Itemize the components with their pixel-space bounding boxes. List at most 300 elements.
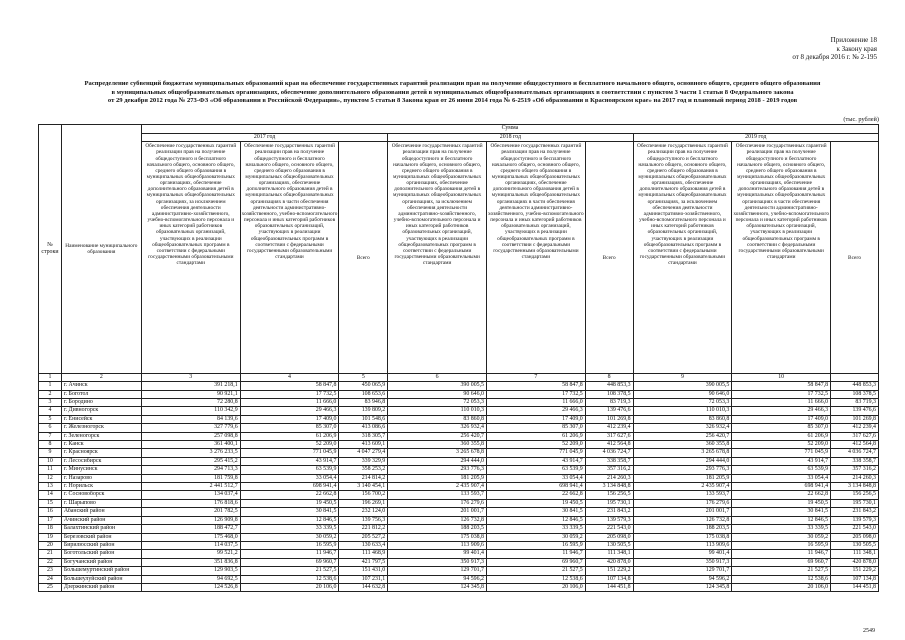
amount-cell: 327 779,6 <box>141 424 240 432</box>
municipality-name: г. Лесосибирск <box>61 457 141 465</box>
amount-cell: 232 124,0 <box>339 508 388 516</box>
amount-cell: 350 917,3 <box>633 558 732 566</box>
amount-cell: 256 420,7 <box>633 432 732 440</box>
column-number: 9 <box>633 374 732 382</box>
row-number: 21 <box>39 550 62 558</box>
amount-cell: 151 431,0 <box>339 567 388 575</box>
amount-cell: 17 732,5 <box>487 390 586 398</box>
amount-cell: 771 045,9 <box>240 449 339 457</box>
amount-cell: 176 279,6 <box>388 499 487 507</box>
amount-cell: 175 038,8 <box>633 533 732 541</box>
row-number: 14 <box>39 491 62 499</box>
amount-cell: 85 307,0 <box>487 424 586 432</box>
amount-cell: 21 527,5 <box>487 567 586 575</box>
amount-cell: 338 358,7 <box>831 457 879 465</box>
amount-cell: 63 539,9 <box>487 466 586 474</box>
amount-cell: 413 609,1 <box>339 441 388 449</box>
amount-cell: 360 355,8 <box>633 441 732 449</box>
amount-cell: 33 339,5 <box>732 525 831 533</box>
header-municipality-name: Наименование муниципального образования <box>61 125 141 374</box>
table-row <box>39 583 879 591</box>
amount-cell: 11 946,7 <box>487 550 586 558</box>
municipality-name: Бирилюсский район <box>61 541 141 549</box>
amount-cell: 84 139,6 <box>141 415 240 423</box>
table-row <box>39 382 879 390</box>
amount-cell: 114 037,5 <box>141 541 240 549</box>
amount-cell: 391 218,1 <box>141 382 240 390</box>
amount-cell: 108 653,6 <box>339 390 388 398</box>
amount-cell: 16 595,9 <box>487 541 586 549</box>
amount-cell: 134 037,4 <box>141 491 240 499</box>
header-2018-main: Обеспечение государственных гарантий реализации прав на получение общедоступного и бесплатного начального общего, основного общего, среднего общего образования в муниципальных общеобразовательных организациях, обеспечение дополнительного образования детей в муниципальных общеобразовательных организациях, за исключением обеспечения деятельности административно-хозяйственного, учебно-вспомогательного персонала и иных категорий работников образовательных организаций, участвующих в реализации общеобразовательных программ в соответствии с федеральными государственными образовательными стандартами <box>388 142 487 374</box>
amount-cell: 63 539,9 <box>732 466 831 474</box>
row-number: 5 <box>39 415 62 423</box>
table-row <box>39 432 879 440</box>
appendix-law-ref: к Закону края <box>836 44 877 53</box>
amount-cell: 21 527,5 <box>240 567 339 575</box>
amount-cell: 350 917,3 <box>388 558 487 566</box>
amount-cell: 181 759,8 <box>141 474 240 482</box>
table-row <box>39 533 879 541</box>
amount-cell: 421 797,5 <box>339 558 388 566</box>
header-sum: Сумма <box>141 125 878 134</box>
amount-cell: 156 700,2 <box>339 491 388 499</box>
amount-cell: 11 666,0 <box>240 399 339 407</box>
header-2017-support: Обеспечение государственных гарантий реализации прав на получение общедоступного и бесплатного начального общего, основного общего, среднего общего образования в муниципальных общеобразовательных организациях, обеспечение дополнительного образования детей в муниципальных общеобразовательных организациях в части обеспечения деятельности административно-хозяйственного, учебно-вспомогательного персонала и иных категорий работников образовательных организаций, участвующих в реализации общеобразовательных программ в соответствии с федеральными государственными образовательными стандартами <box>240 142 339 374</box>
table-row <box>39 457 879 465</box>
amount-cell: 3 140 454,1 <box>339 483 388 491</box>
amount-cell: 361 400,1 <box>141 441 240 449</box>
amount-cell: 101 269,8 <box>831 415 879 423</box>
amount-cell: 698 941,4 <box>487 483 586 491</box>
amount-cell: 175 038,8 <box>388 533 487 541</box>
header-2019-total: Всего <box>831 142 879 374</box>
amount-cell: 90 921,1 <box>141 390 240 398</box>
row-number: 12 <box>39 474 62 482</box>
amount-cell: 188 203,5 <box>388 525 487 533</box>
municipality-name: Большемуртинский район <box>61 567 141 575</box>
amount-cell: 357 316,2 <box>831 466 879 474</box>
row-number: 1 <box>39 382 62 390</box>
amount-cell: 139 476,6 <box>585 407 633 415</box>
row-number: 9 <box>39 449 62 457</box>
table-row <box>39 491 879 499</box>
column-number: 5 <box>339 374 388 382</box>
amount-cell: 12 846,5 <box>487 516 586 524</box>
amount-cell: 30 841,5 <box>487 508 586 516</box>
row-number: 7 <box>39 432 62 440</box>
amount-cell: 139 809,2 <box>339 407 388 415</box>
amount-cell: 30 059,2 <box>732 533 831 541</box>
header-year-2019: 2019 год <box>633 133 878 142</box>
amount-cell: 156 256,5 <box>585 491 633 499</box>
amount-cell: 2 435 907,4 <box>388 483 487 491</box>
table-row <box>39 575 879 583</box>
column-number: 10 <box>732 374 831 382</box>
amount-cell: 58 847,8 <box>240 382 339 390</box>
amount-cell: 29 466,3 <box>240 407 339 415</box>
amount-cell: 448 853,3 <box>831 382 879 390</box>
amount-cell: 108 378,5 <box>585 390 633 398</box>
amount-cell: 317 627,6 <box>585 432 633 440</box>
row-number: 16 <box>39 508 62 516</box>
amount-cell: 83 860,8 <box>633 415 732 423</box>
amount-cell: 110 010,3 <box>633 407 732 415</box>
amount-cell: 19 450,5 <box>240 499 339 507</box>
amount-cell: 52 209,0 <box>487 441 586 449</box>
amount-cell: 156 256,5 <box>831 491 879 499</box>
amount-cell: 129 903,5 <box>141 567 240 575</box>
amount-cell: 412 564,8 <box>831 441 879 449</box>
table-row <box>39 499 879 507</box>
amount-cell: 107 134,8 <box>585 575 633 583</box>
amount-cell: 181 205,9 <box>633 474 732 482</box>
row-number: 24 <box>39 575 62 583</box>
amount-cell: 101 548,6 <box>339 415 388 423</box>
amount-cell: 61 206,9 <box>732 432 831 440</box>
amount-cell: 196 269,1 <box>339 499 388 507</box>
header-2017-total: Всего <box>339 142 388 374</box>
row-number: 15 <box>39 499 62 507</box>
row-number: 11 <box>39 466 62 474</box>
amount-cell: 30 841,5 <box>732 508 831 516</box>
amount-cell: 133 593,7 <box>388 491 487 499</box>
amount-cell: 11 666,0 <box>732 399 831 407</box>
amount-cell: 12 538,6 <box>240 575 339 583</box>
amount-cell: 175 468,0 <box>141 533 240 541</box>
table-body <box>39 382 879 592</box>
municipality-name: Березовский район <box>61 533 141 541</box>
municipality-name: г. Бородино <box>61 399 141 407</box>
document-title <box>40 80 865 106</box>
amount-cell: 99 401,4 <box>388 550 487 558</box>
amount-cell: 201 001,7 <box>388 508 487 516</box>
amount-cell: 357 316,2 <box>585 466 633 474</box>
amount-cell: 294 713,3 <box>141 466 240 474</box>
amount-cell: 52 209,0 <box>240 441 339 449</box>
amount-cell: 113 909,6 <box>633 541 732 549</box>
amount-cell: 126 732,8 <box>388 516 487 524</box>
amount-cell: 29 466,3 <box>732 407 831 415</box>
amount-cell: 698 941,4 <box>732 483 831 491</box>
municipality-name: Дзержинский район <box>61 583 141 591</box>
column-number: 7 <box>487 374 586 382</box>
amount-cell: 19 450,5 <box>732 499 831 507</box>
municipality-name: Ачинский район <box>61 516 141 524</box>
column-number: 3 <box>141 374 240 382</box>
amount-cell: 339 329,9 <box>339 457 388 465</box>
amount-cell: 94 596,2 <box>633 575 732 583</box>
amount-cell: 30 059,2 <box>487 533 586 541</box>
amount-cell: 63 539,9 <box>240 466 339 474</box>
row-number: 18 <box>39 525 62 533</box>
table-row <box>39 407 879 415</box>
amount-cell: 17 409,0 <box>732 415 831 423</box>
amount-cell: 195 730,1 <box>585 499 633 507</box>
amount-cell: 293 776,3 <box>388 466 487 474</box>
header-2019-main: Обеспечение государственных гарантий реализации прав на получение общедоступного и бесплатного начального общего, основного общего, среднего общего образования в муниципальных общеобразовательных организациях, обеспечение дополнительного образования детей в муниципальных общеобразовательных организациях, за исключением обеспечения деятельности административно-хозяйственного, учебно-вспомогательного персонала и иных категорий работников образовательных организаций, участвующих в реализации общеобразовательных программ в соответствии с федеральными государственными образовательными стандартами <box>633 142 732 374</box>
amount-cell: 3 134 848,8 <box>831 483 879 491</box>
amount-cell: 69 960,7 <box>732 558 831 566</box>
municipality-name: г. Зеленогорск <box>61 432 141 440</box>
amount-cell: 12 538,6 <box>732 575 831 583</box>
amount-cell: 771 045,9 <box>487 449 586 457</box>
municipality-name: Большеулуйский район <box>61 575 141 583</box>
municipality-name: г. Енисейск <box>61 415 141 423</box>
row-number: 2 <box>39 390 62 398</box>
amount-cell: 188 203,5 <box>633 525 732 533</box>
amount-cell: 326 932,4 <box>633 424 732 432</box>
municipality-name: г. Назарово <box>61 474 141 482</box>
amount-cell: 22 662,8 <box>732 491 831 499</box>
amount-cell: 33 054,4 <box>732 474 831 482</box>
appendix-number: Приложение 18 <box>830 36 877 44</box>
row-number: 17 <box>39 516 62 524</box>
municipality-name: Боготольский район <box>61 550 141 558</box>
municipality-name: г. Красноярск <box>61 449 141 457</box>
amount-cell: 20 106,0 <box>487 583 586 591</box>
column-number: 1 <box>39 374 62 382</box>
amount-cell: 181 205,9 <box>388 474 487 482</box>
amount-cell: 201 001,7 <box>633 508 732 516</box>
amount-cell: 16 595,9 <box>732 541 831 549</box>
amount-cell: 126 732,8 <box>633 516 732 524</box>
amount-cell: 4 047 279,4 <box>339 449 388 457</box>
row-number: 22 <box>39 558 62 566</box>
amount-cell: 58 847,8 <box>487 382 586 390</box>
amount-cell: 90 646,0 <box>633 390 732 398</box>
amount-cell: 412 564,8 <box>585 441 633 449</box>
amount-cell: 61 206,9 <box>487 432 586 440</box>
table-row <box>39 516 879 524</box>
amount-cell: 771 045,9 <box>732 449 831 457</box>
amount-cell: 351 836,8 <box>141 558 240 566</box>
amount-cell: 94 596,2 <box>388 575 487 583</box>
amount-cell: 151 229,2 <box>585 567 633 575</box>
amount-cell: 294 444,0 <box>633 457 732 465</box>
page-number: 2549 <box>863 628 875 634</box>
amount-cell: 19 450,5 <box>487 499 586 507</box>
amount-cell: 2 435 907,4 <box>633 483 732 491</box>
table-row <box>39 567 879 575</box>
amount-cell: 83 946,8 <box>339 399 388 407</box>
municipality-name: г. Шарыпово <box>61 499 141 507</box>
amount-cell: 221 543,0 <box>585 525 633 533</box>
amount-cell: 22 662,8 <box>240 491 339 499</box>
table-row <box>39 466 879 474</box>
subsidy-table <box>38 124 879 592</box>
amount-cell: 3 265 678,8 <box>388 449 487 457</box>
municipality-name: г. Сосновоборск <box>61 491 141 499</box>
amount-cell: 293 776,3 <box>633 466 732 474</box>
table-row <box>39 508 879 516</box>
amount-cell: 130 505,5 <box>831 541 879 549</box>
row-number: 3 <box>39 399 62 407</box>
header-row-number: № строки <box>39 125 62 374</box>
amount-cell: 129 701,7 <box>388 567 487 575</box>
amount-cell: 94 692,5 <box>141 575 240 583</box>
amount-cell: 33 339,5 <box>487 525 586 533</box>
header-year-2017: 2017 год <box>141 133 387 142</box>
amount-cell: 108 378,5 <box>831 390 879 398</box>
municipality-name: г. Норильск <box>61 483 141 491</box>
amount-cell: 72 053,3 <box>388 399 487 407</box>
amount-cell: 231 843,2 <box>585 508 633 516</box>
amount-cell: 201 782,5 <box>141 508 240 516</box>
amount-cell: 126 909,8 <box>141 516 240 524</box>
header-2018-support: Обеспечение государственных гарантий реализации прав на получение общедоступного и бесплатного начального общего, основного общего, среднего общего образования в муниципальных общеобразовательных организациях, обеспечение дополнительного образования детей в муниципальных общеобразовательных организациях в части обеспечения деятельности административно-хозяйственного, учебно-вспомогательного персонала и иных категорий работников образовательных организаций, участвующих в реализации общеобразовательных программ в соответствии с федеральными государственными образовательными стандартами <box>487 142 586 374</box>
table-row <box>39 550 879 558</box>
table-row <box>39 424 879 432</box>
amount-cell: 11 946,7 <box>732 550 831 558</box>
amount-cell: 698 941,4 <box>240 483 339 491</box>
amount-cell: 144 632,8 <box>339 583 388 591</box>
municipality-name: Богучанский район <box>61 558 141 566</box>
amount-cell: 11 946,7 <box>240 550 339 558</box>
amount-cell: 151 229,2 <box>831 567 879 575</box>
amount-cell: 21 527,5 <box>732 567 831 575</box>
amount-cell: 17 409,0 <box>487 415 586 423</box>
amount-cell: 12 846,5 <box>240 516 339 524</box>
amount-cell: 139 579,3 <box>831 516 879 524</box>
municipality-name: Абанский район <box>61 508 141 516</box>
amount-cell: 214 260,3 <box>831 474 879 482</box>
amount-cell: 144 451,8 <box>831 583 879 591</box>
amount-cell: 72 280,8 <box>141 399 240 407</box>
row-number: 13 <box>39 483 62 491</box>
amount-cell: 221 812,2 <box>339 525 388 533</box>
amount-cell: 107 134,8 <box>831 575 879 583</box>
amount-cell: 4 036 724,7 <box>831 449 879 457</box>
column-number: 8 <box>585 374 633 382</box>
table-row <box>39 525 879 533</box>
amount-cell: 83 719,3 <box>585 399 633 407</box>
amount-cell: 448 853,3 <box>585 382 633 390</box>
header-2017-main: Обеспечение государственных гарантий реализации прав на получение общедоступного и бесплатного начального общего, основного общего, среднего общего образования в муниципальных общеобразовательных организациях, обеспечение дополнительного образования детей в муниципальных общеобразовательных организациях, за исключением обеспечения деятельности административно-хозяйственного, учебно-вспомогательного персонала и иных категорий работников образовательных организаций, участвующих в реализации общеобразовательных программ в соответствии с федеральными государственными образовательными стандартами <box>141 142 240 374</box>
amount-cell: 111 468,9 <box>339 550 388 558</box>
table-row <box>39 441 879 449</box>
row-number: 10 <box>39 457 62 465</box>
amount-cell: 412 239,4 <box>585 424 633 432</box>
amount-cell: 205 098,0 <box>585 533 633 541</box>
amount-cell: 124 345,8 <box>388 583 487 591</box>
municipality-name: г. Железногорск <box>61 424 141 432</box>
amount-cell: 83 860,8 <box>388 415 487 423</box>
municipality-name: Балахтинский район <box>61 525 141 533</box>
amount-cell: 420 878,0 <box>831 558 879 566</box>
column-number: 2 <box>61 374 141 382</box>
amount-cell: 390 005,5 <box>633 382 732 390</box>
amount-cell: 176 818,6 <box>141 499 240 507</box>
amount-cell: 256 420,7 <box>388 432 487 440</box>
amount-cell: 99 521,2 <box>141 550 240 558</box>
amount-cell: 107 231,1 <box>339 575 388 583</box>
amount-cell: 214 814,2 <box>339 474 388 482</box>
amount-cell: 294 444,0 <box>388 457 487 465</box>
table-row <box>39 449 879 457</box>
amount-cell: 318 305,7 <box>339 432 388 440</box>
column-numbers-row <box>39 374 879 382</box>
table-row <box>39 390 879 398</box>
amount-cell: 195 730,1 <box>831 499 879 507</box>
amount-cell: 43 914,7 <box>240 457 339 465</box>
amount-cell: 139 756,3 <box>339 516 388 524</box>
amount-cell: 30 059,2 <box>240 533 339 541</box>
amount-cell: 295 415,2 <box>141 457 240 465</box>
amount-cell: 133 593,7 <box>633 491 732 499</box>
amount-cell: 110 010,3 <box>388 407 487 415</box>
amount-cell: 205 527,2 <box>339 533 388 541</box>
row-number: 25 <box>39 583 62 591</box>
title-line-1: Распределение субвенций бюджетам муниципальных образований края на обеспечение государственных гарантий реализации прав на получение общедоступного и бесплатного начального общего, основного общего, среднего общего образования <box>84 80 821 87</box>
appendix-date: от 8 декабря 2016 г. № 2-195 <box>792 53 877 61</box>
column-number: 4 <box>240 374 339 382</box>
amount-cell: 358 253,2 <box>339 466 388 474</box>
amount-cell: 317 627,6 <box>831 432 879 440</box>
amount-cell: 11 666,0 <box>487 399 586 407</box>
column-number: 6 <box>388 374 487 382</box>
amount-cell: 99 401,4 <box>633 550 732 558</box>
amount-cell: 33 054,4 <box>240 474 339 482</box>
amount-cell: 43 914,7 <box>487 457 586 465</box>
amount-cell: 22 662,8 <box>487 491 586 499</box>
amount-cell: 144 451,8 <box>585 583 633 591</box>
amount-cell: 188 472,7 <box>141 525 240 533</box>
amount-cell: 33 339,5 <box>240 525 339 533</box>
municipality-name: г. Минусинск <box>61 466 141 474</box>
amount-cell: 61 206,9 <box>240 432 339 440</box>
row-number: 6 <box>39 424 62 432</box>
amount-cell: 101 269,8 <box>585 415 633 423</box>
row-number: 8 <box>39 441 62 449</box>
amount-cell: 205 098,0 <box>831 533 879 541</box>
amount-cell: 360 355,8 <box>388 441 487 449</box>
amount-cell: 43 914,7 <box>732 457 831 465</box>
amount-cell: 3 276 233,5 <box>141 449 240 457</box>
units-label: (тыс. рублей) <box>843 116 879 123</box>
table-row <box>39 415 879 423</box>
amount-cell: 20 106,0 <box>732 583 831 591</box>
municipality-name: г. Канск <box>61 441 141 449</box>
title-line-2: в муниципальных общеобразовательных организациях, обеспечение дополнительного образования детей в муниципальных общеобразовательных организациях в соответствии с пунктом 3 части 1 статьи 8 Федерального закона <box>111 88 794 96</box>
amount-cell: 390 005,5 <box>388 382 487 390</box>
amount-cell: 130 633,4 <box>339 541 388 549</box>
amount-cell: 450 065,9 <box>339 382 388 390</box>
amount-cell: 83 719,3 <box>831 399 879 407</box>
amount-cell: 20 106,0 <box>240 583 339 591</box>
amount-cell: 16 595,9 <box>240 541 339 549</box>
amount-cell: 124 345,8 <box>633 583 732 591</box>
amount-cell: 214 260,3 <box>585 474 633 482</box>
amount-cell: 69 960,7 <box>240 558 339 566</box>
row-number: 23 <box>39 567 62 575</box>
municipality-name: г. Ачинск <box>61 382 141 390</box>
column-number <box>831 374 879 382</box>
amount-cell: 139 579,3 <box>585 516 633 524</box>
appendix-header <box>792 36 877 62</box>
row-number: 20 <box>39 541 62 549</box>
municipality-name: г. Боготол <box>61 390 141 398</box>
amount-cell: 338 358,7 <box>585 457 633 465</box>
title-line-3: от 29 декабря 2012 года № 273-ФЗ «Об образовании в Российской Федерации», пунктом 5 статьи 8 Закона края от 26 июня 2014 года № 6-2519 «Об образовании в Красноярском крае» на 2017 год и плановый период 2018 - 2019 годов <box>107 97 798 105</box>
amount-cell: 111 348,1 <box>585 550 633 558</box>
amount-cell: 111 348,1 <box>831 550 879 558</box>
amount-cell: 17 409,0 <box>240 415 339 423</box>
amount-cell: 12 846,5 <box>732 516 831 524</box>
amount-cell: 129 701,7 <box>633 567 732 575</box>
amount-cell: 231 843,2 <box>831 508 879 516</box>
amount-cell: 58 847,8 <box>732 382 831 390</box>
